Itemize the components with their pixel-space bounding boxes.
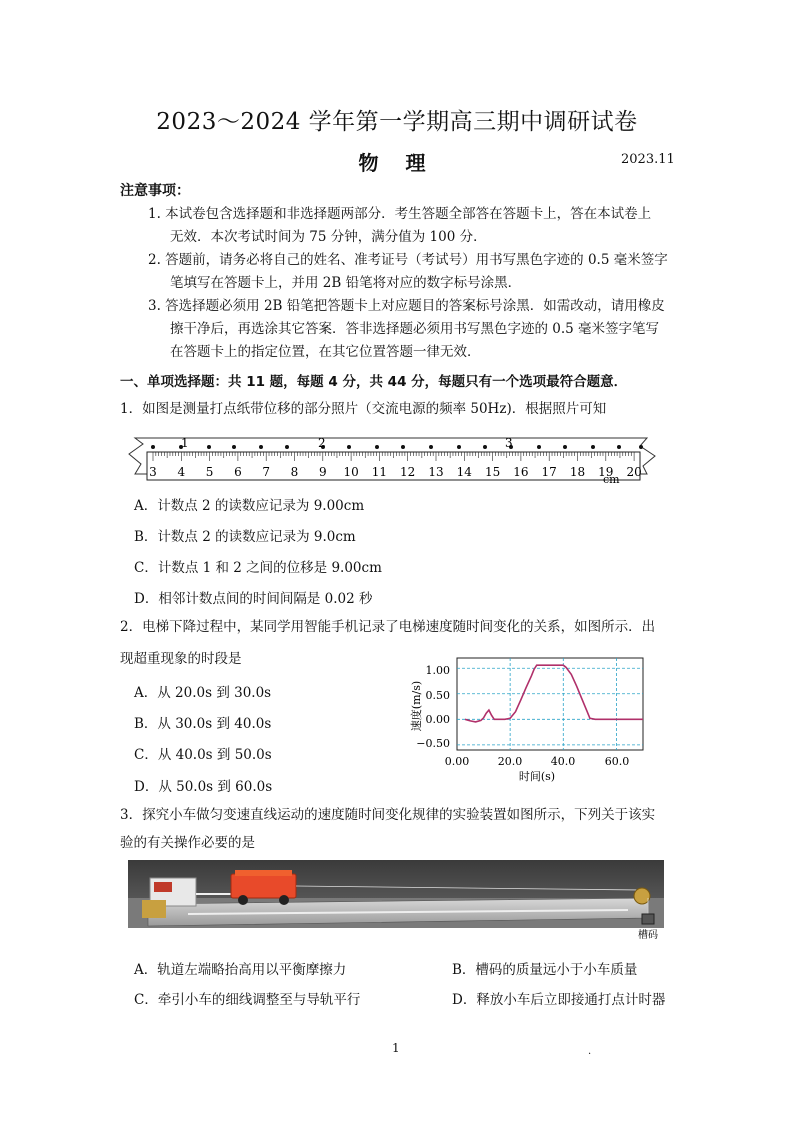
ruler-scale-label: 13 [428,465,444,479]
ruler-scale-label: 20 [626,465,642,479]
note-3-line-1: 3. 答选择题必须用 2B 铅笔把答题卡上对应题目的答案标号涂黑．如需改动，请用橡皮 [148,298,665,314]
q1-stem: 1．如图是测量打点纸带位移的部分照片（交流电源的频率 50Hz)．根据照片可知 [120,401,607,417]
tape-dot [429,445,433,449]
q3-stem-line-2: 验的有关操作必要的是 [120,835,255,851]
ruler-scale-label: 8 [290,465,299,479]
q1-option-d: D．相邻计数点间的时间间隔是 0.02 秒 [134,591,373,607]
q3-option-c: C．牵引小车的细线调整至与导轨平行 [134,992,361,1008]
count-label-1: 1 [181,436,189,450]
note-3-line-2: 擦干净后，再选涂其它答案．答非选择题必须用书写黑色字迹的 0.5 毫米签字笔写 [170,321,660,337]
y-tick-2: 0.50 [425,689,450,702]
timer-panel [154,882,172,892]
x-tick-3: 40.0 [550,755,576,768]
q3-option-d: D．释放小车后立即接通打点计时器 [452,992,666,1008]
tape-dot [639,445,643,449]
y-axis-label: 速度(m/s) [410,680,423,732]
cart-wheel-right [279,895,289,905]
ruler-scale-label: 10 [343,465,359,479]
ruler-scale-label: 17 [541,465,557,479]
x-axis-label: 时间(s) [518,770,556,783]
velocity-chart [400,656,650,784]
tape-dot [232,445,236,449]
tape-dot [347,445,351,449]
q1-option-b: B．计数点 2 的读数应记录为 9.0cm [134,529,356,545]
q2-option-a: A．从 20.0s 到 30.0s [134,685,272,701]
tape-dot [401,445,405,449]
ruler-scale-label: 19 [598,465,614,479]
ruler-scale-label: 15 [484,465,501,479]
x-tick-4: 60.0 [604,755,630,768]
ruler-scale-label: 12 [400,465,416,479]
q3-stem-line-1: 3．探究小车做匀变速直线运动的速度随时间变化规律的实验装置如图所示，下列关于该实 [120,807,656,823]
tape-dot [285,445,289,449]
y-tick-4: −0.50 [416,737,450,750]
q3-option-b: B．槽码的质量远小于小车质量 [452,962,638,978]
plot-frame [457,658,643,750]
tape-dot [537,445,541,449]
tape-dot [563,445,567,449]
hanging-weight [642,914,654,924]
note-1-line-2: 无效．本次考试时间为 75 分钟，满分值为 100 分． [170,229,487,245]
note-1-line-1: 1. 本试卷包含选择题和非选择题两部分．考生答题全部答在答题卡上，答在本试卷上 [148,206,652,222]
q1-option-a: A．计数点 2 的读数应记录为 9.00cm [134,498,365,514]
ruler-scale-label: 16 [513,465,529,479]
footer-mark: . [588,1046,592,1057]
tape-dot [375,445,379,449]
count-label-2: 2 [318,436,326,450]
ruler-unit: cm [603,473,620,486]
q1-option-c: C．计数点 1 和 2 之间的位移是 9.00cm [134,560,382,576]
tape-dot [617,445,621,449]
q2-option-d: D．从 50.0s 到 60.0s [134,779,273,795]
timer-base [142,900,166,918]
ruler-scale-label: 5 [205,465,214,479]
exam-title: 2023～2024 学年第一学期高三期中调研试卷 [156,109,638,135]
ruler-scale-label: 14 [456,465,472,479]
section-heading: 一、单项选择题：共 11 题，每题 4 分，共 44 分，每题只有一个选项最符合题意． [120,374,628,390]
q2-stem-line-2: 现超重现象的时段是 [120,651,242,667]
q3-option-a: A．轨道左端略抬高用以平衡摩擦力 [134,962,347,978]
exam-date: 2023.11 [621,152,675,167]
x-tick-2: 20.0 [497,755,523,768]
page-number: 1 [392,1041,400,1055]
ruler-scale-label: 9 [318,465,327,479]
note-2-line-1: 2. 答题前，请务必将自己的姓名、准考证号（考试号）用书写黑色字迹的 0.5 毫米签字 [148,252,668,268]
tape-dot [483,445,487,449]
ruler-scale-label: 3 [149,465,157,479]
count-label-3: 3 [505,436,513,450]
tape-dot [591,445,595,449]
q2-option-c: C．从 40.0s 到 50.0s [134,747,272,763]
tape-dot [151,445,155,449]
cart-lid [235,870,292,876]
y-tick-1: 1.00 [425,664,450,677]
ruler-tape-figure [125,430,660,488]
tape-dot [207,445,211,449]
x-tick-1: 0.00 [444,755,470,768]
tape-dot [457,445,461,449]
cart [231,874,296,898]
weight-label: 槽码 [638,930,658,941]
ruler-scale-label: 6 [234,465,242,479]
q2-stem-line-1: 2．电梯下降过程中，某同学用智能手机记录了电梯速度随时间变化的关系，如图所示．出 [120,619,656,635]
notes-heading: 注意事项： [120,183,190,199]
ruler-scale-label: 4 [177,465,186,479]
ruler-scale-label: 11 [371,465,388,479]
ruler-scale-label: 7 [262,465,271,479]
q2-option-b: B．从 30.0s 到 40.0s [134,716,272,732]
subject-title: 物 理 [358,151,436,175]
ruler-scale-label: 18 [569,465,586,479]
note-3-line-3: 在答题卡上的指定位置，在其它位置答题一律无效． [170,344,481,360]
y-tick-3: 0.00 [425,713,450,726]
cart-wheel-left [238,895,248,905]
note-2-line-2: 笔填写在答题卡上，并用 2B 铅笔将对应的数字标号涂黑． [170,275,522,291]
tape-dot [259,445,263,449]
experiment-apparatus-photo [128,860,664,942]
